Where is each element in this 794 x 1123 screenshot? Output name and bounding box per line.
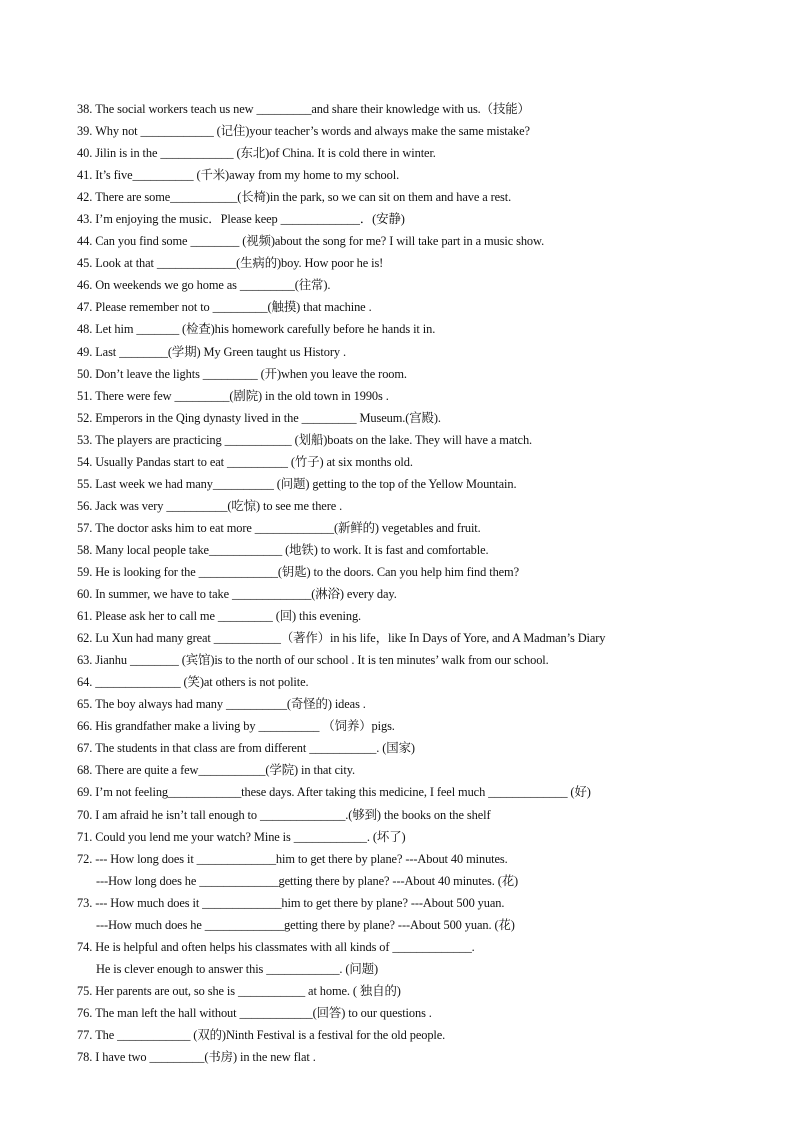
exercise-51 xyxy=(77,385,777,407)
exercise-text: Last ________(学期) My Green taught us History . xyxy=(95,344,346,359)
exercise-text: Please remember not to _________(触摸) that machine . xyxy=(95,300,372,315)
exercise-57 xyxy=(77,517,777,539)
exercise-74 xyxy=(77,936,777,958)
exercise-66 xyxy=(77,715,777,737)
exercise-number: 74. xyxy=(77,939,93,954)
exercise-text: The man left the hall without ____________(回答) to our questions . xyxy=(95,1005,432,1020)
exercise-text: His grandfather make a living by __________ （饲养）pigs. xyxy=(95,719,395,734)
exercise-text: He is looking for the _____________(钥匙) to the doors. Can you help him find them? xyxy=(95,564,519,579)
exercise-63 xyxy=(77,649,777,671)
exercise-54 xyxy=(77,451,777,473)
exercise-text: The ____________ (双的)Ninth Festival is a festival for the old people. xyxy=(95,1027,446,1042)
exercise-45 xyxy=(77,252,777,274)
exercise-71 xyxy=(77,826,777,848)
exercise-number: 40. xyxy=(77,146,93,161)
exercise-49 xyxy=(77,341,777,363)
exercise-text: There are some___________(长椅)in the park, so we can sit on them and have a rest. xyxy=(95,190,512,205)
exercise-text: The boy always had many __________(奇怪的) ideas . xyxy=(95,697,366,712)
exercise-text: Her parents are out, so she is ___________ at home. ( 独自的) xyxy=(95,983,401,998)
exercise-text: Last week we had many__________ (问题) getting to the top of the Yellow Mountain. xyxy=(95,476,517,491)
exercise-number: 50. xyxy=(77,366,93,381)
exercise-number: 70. xyxy=(77,807,93,822)
exercise-55 xyxy=(77,473,777,495)
exercise-number: 78. xyxy=(77,1050,93,1065)
exercise-61 xyxy=(77,605,777,627)
exercise-text: Why not ____________ (记住)your teacher’s words and always make the same mistake? xyxy=(95,124,530,139)
exercise-text: The social workers teach us new _________and share their knowledge with us.（技能） xyxy=(95,102,530,116)
exercise-text: I have two _________(书房) in the new flat . xyxy=(95,1050,316,1065)
exercise-text: I’m not feeling____________these days. After taking this medicine, I feel much _____________ (好) xyxy=(95,785,591,800)
exercise-text: On weekends we go home as _________(往常). xyxy=(95,278,331,293)
exercise-number: 72. xyxy=(77,851,93,866)
exercise-number: 68. xyxy=(77,763,93,778)
exercise-48 xyxy=(77,318,777,340)
exercise-73-part-2 xyxy=(77,914,777,936)
exercise-number: 61. xyxy=(77,609,93,624)
exercise-59 xyxy=(77,561,777,583)
exercise-50 xyxy=(77,363,777,385)
exercise-text: It’s five__________ (千米)away from my home to my school. xyxy=(95,168,400,183)
exercise-text: Jack was very __________(吃惊) to see me there . xyxy=(95,498,343,513)
exercise-65 xyxy=(77,693,777,715)
exercise-38 xyxy=(77,98,777,120)
exercise-number: 44. xyxy=(77,234,93,249)
exercise-text: I’m enjoying the music．Please keep _____________．(安静) xyxy=(95,212,405,227)
exercise-text: Don’t leave the lights _________ (开)when you leave the room. xyxy=(95,366,407,381)
exercise-text: Can you find some ________ (视频)about the song for me? I will take part in a music show. xyxy=(95,234,545,249)
exercise-text: Many local people take____________ (地铁) to work. It is fast and comfortable. xyxy=(95,542,489,557)
exercise-number: 45. xyxy=(77,256,93,271)
exercise-40 xyxy=(77,142,777,164)
exercise-39 xyxy=(77,120,777,142)
exercise-list xyxy=(77,98,777,1068)
exercise-64 xyxy=(77,671,777,693)
exercise-number: 57. xyxy=(77,520,93,535)
exercise-number: 73. xyxy=(77,895,93,910)
exercise-text: ---How long does he _____________getting there by plane? ---About 40 minutes. (花) xyxy=(96,873,519,888)
exercise-text: --- How much does it _____________him to get there by plane? ---About 500 yuan. xyxy=(95,895,505,910)
exercise-text: Jianhu ________ (宾馆)is to the north of our school . It is ten minutes’ walk from our school. xyxy=(95,653,549,668)
exercise-68 xyxy=(77,759,777,781)
exercise-text: Please ask her to call me _________ (回) this evening. xyxy=(95,609,362,624)
exercise-text: Could you lend me your watch? Mine is ____________. (坏了) xyxy=(95,829,406,844)
exercise-text: The doctor asks him to eat more _____________(新鲜的) vegetables and fruit. xyxy=(95,520,481,535)
exercise-number: 64. xyxy=(77,675,93,690)
exercise-52 xyxy=(77,407,777,429)
exercise-number: 46. xyxy=(77,278,93,293)
exercise-number: 66. xyxy=(77,719,93,734)
exercise-number: 76. xyxy=(77,1005,93,1020)
exercise-text: ______________ (笑)at others is not polite. xyxy=(95,675,309,690)
exercise-number: 69. xyxy=(77,785,93,800)
exercise-67 xyxy=(77,737,777,759)
exercise-44 xyxy=(77,230,777,252)
exercise-text: He is clever enough to answer this ____________. (问题) xyxy=(96,961,379,976)
exercise-number: 59. xyxy=(77,564,93,579)
exercise-number: 75. xyxy=(77,983,93,998)
exercise-73 xyxy=(77,892,777,914)
exercise-46 xyxy=(77,274,777,296)
exercise-text: The students in that class are from different ___________. (国家) xyxy=(95,741,415,756)
exercise-number: 54. xyxy=(77,454,93,469)
exercise-58 xyxy=(77,539,777,561)
exercise-number: 42. xyxy=(77,190,93,205)
exercise-53 xyxy=(77,429,777,451)
exercise-number: 71. xyxy=(77,829,93,844)
exercise-text: Look at that _____________(生病的)boy. How poor he is! xyxy=(95,256,384,271)
exercise-number: 62. xyxy=(77,631,93,646)
exercise-number: 48. xyxy=(77,322,93,337)
exercise-72-part-2 xyxy=(77,870,777,892)
exercise-43 xyxy=(77,208,777,230)
exercise-number: 56. xyxy=(77,498,93,513)
exercise-75 xyxy=(77,980,777,1002)
exercise-number: 53. xyxy=(77,432,93,447)
exercise-number: 38. xyxy=(77,102,93,116)
exercise-69 xyxy=(77,781,777,803)
exercise-text: Lu Xun had many great ___________（著作）in his life，like In Days of Yore, and A Madman’s Diary xyxy=(95,631,606,646)
exercise-text: --- How long does it _____________him to get there by plane? ---About 40 minutes. xyxy=(95,851,508,866)
exercise-text: ---How much does he _____________getting there by plane? ---About 500 yuan. (花) xyxy=(96,917,515,932)
exercise-number: 77. xyxy=(77,1027,93,1042)
exercise-42 xyxy=(77,186,777,208)
exercise-text: Emperors in the Qing dynasty lived in the _________ Museum.(宫殿). xyxy=(95,410,441,425)
exercise-number: 65. xyxy=(77,697,93,712)
exercise-text: Jilin is in the ____________ (东北)of China. It is cold there in winter. xyxy=(95,146,436,161)
exercise-number: 60. xyxy=(77,587,93,602)
exercise-text: There were few _________(剧院) in the old town in 1990s . xyxy=(95,388,389,403)
exercise-72 xyxy=(77,848,777,870)
exercise-78 xyxy=(77,1046,777,1068)
exercise-number: 51. xyxy=(77,388,93,403)
exercise-number: 55. xyxy=(77,476,93,491)
exercise-56 xyxy=(77,495,777,517)
exercise-number: 49. xyxy=(77,344,93,359)
exercise-47 xyxy=(77,296,777,318)
exercise-62 xyxy=(77,627,777,649)
exercise-76 xyxy=(77,1002,777,1024)
exercise-text: I am afraid he isn’t tall enough to ______________.(够到) the books on the shelf xyxy=(95,807,491,822)
exercise-77 xyxy=(77,1024,777,1046)
exercise-number: 39. xyxy=(77,124,93,139)
exercise-text: He is helpful and often helps his classmates with all kinds of _____________. xyxy=(95,939,475,954)
exercise-text: In summer, we have to take _____________(淋浴) every day. xyxy=(95,587,397,602)
exercise-74-part-2 xyxy=(77,958,777,980)
exercise-number: 43. xyxy=(77,212,93,227)
exercise-text: The players are practicing ___________ (划船)boats on the lake. They will have a match. xyxy=(95,432,533,447)
exercise-number: 58. xyxy=(77,542,93,557)
exercise-text: There are quite a few___________(学院) in that city. xyxy=(95,763,356,778)
exercise-60 xyxy=(77,583,777,605)
exercise-number: 47. xyxy=(77,300,93,315)
exercise-text: Let him _______ (检查)his homework carefully before he hands it in. xyxy=(95,322,436,337)
exercise-70 xyxy=(77,804,777,826)
exercise-number: 67. xyxy=(77,741,93,756)
exercise-number: 41. xyxy=(77,168,93,183)
exercise-text: Usually Pandas start to eat __________ (竹子) at six months old. xyxy=(95,454,413,469)
exercise-41 xyxy=(77,164,777,186)
exercise-number: 52. xyxy=(77,410,93,425)
exercise-number: 63. xyxy=(77,653,93,668)
